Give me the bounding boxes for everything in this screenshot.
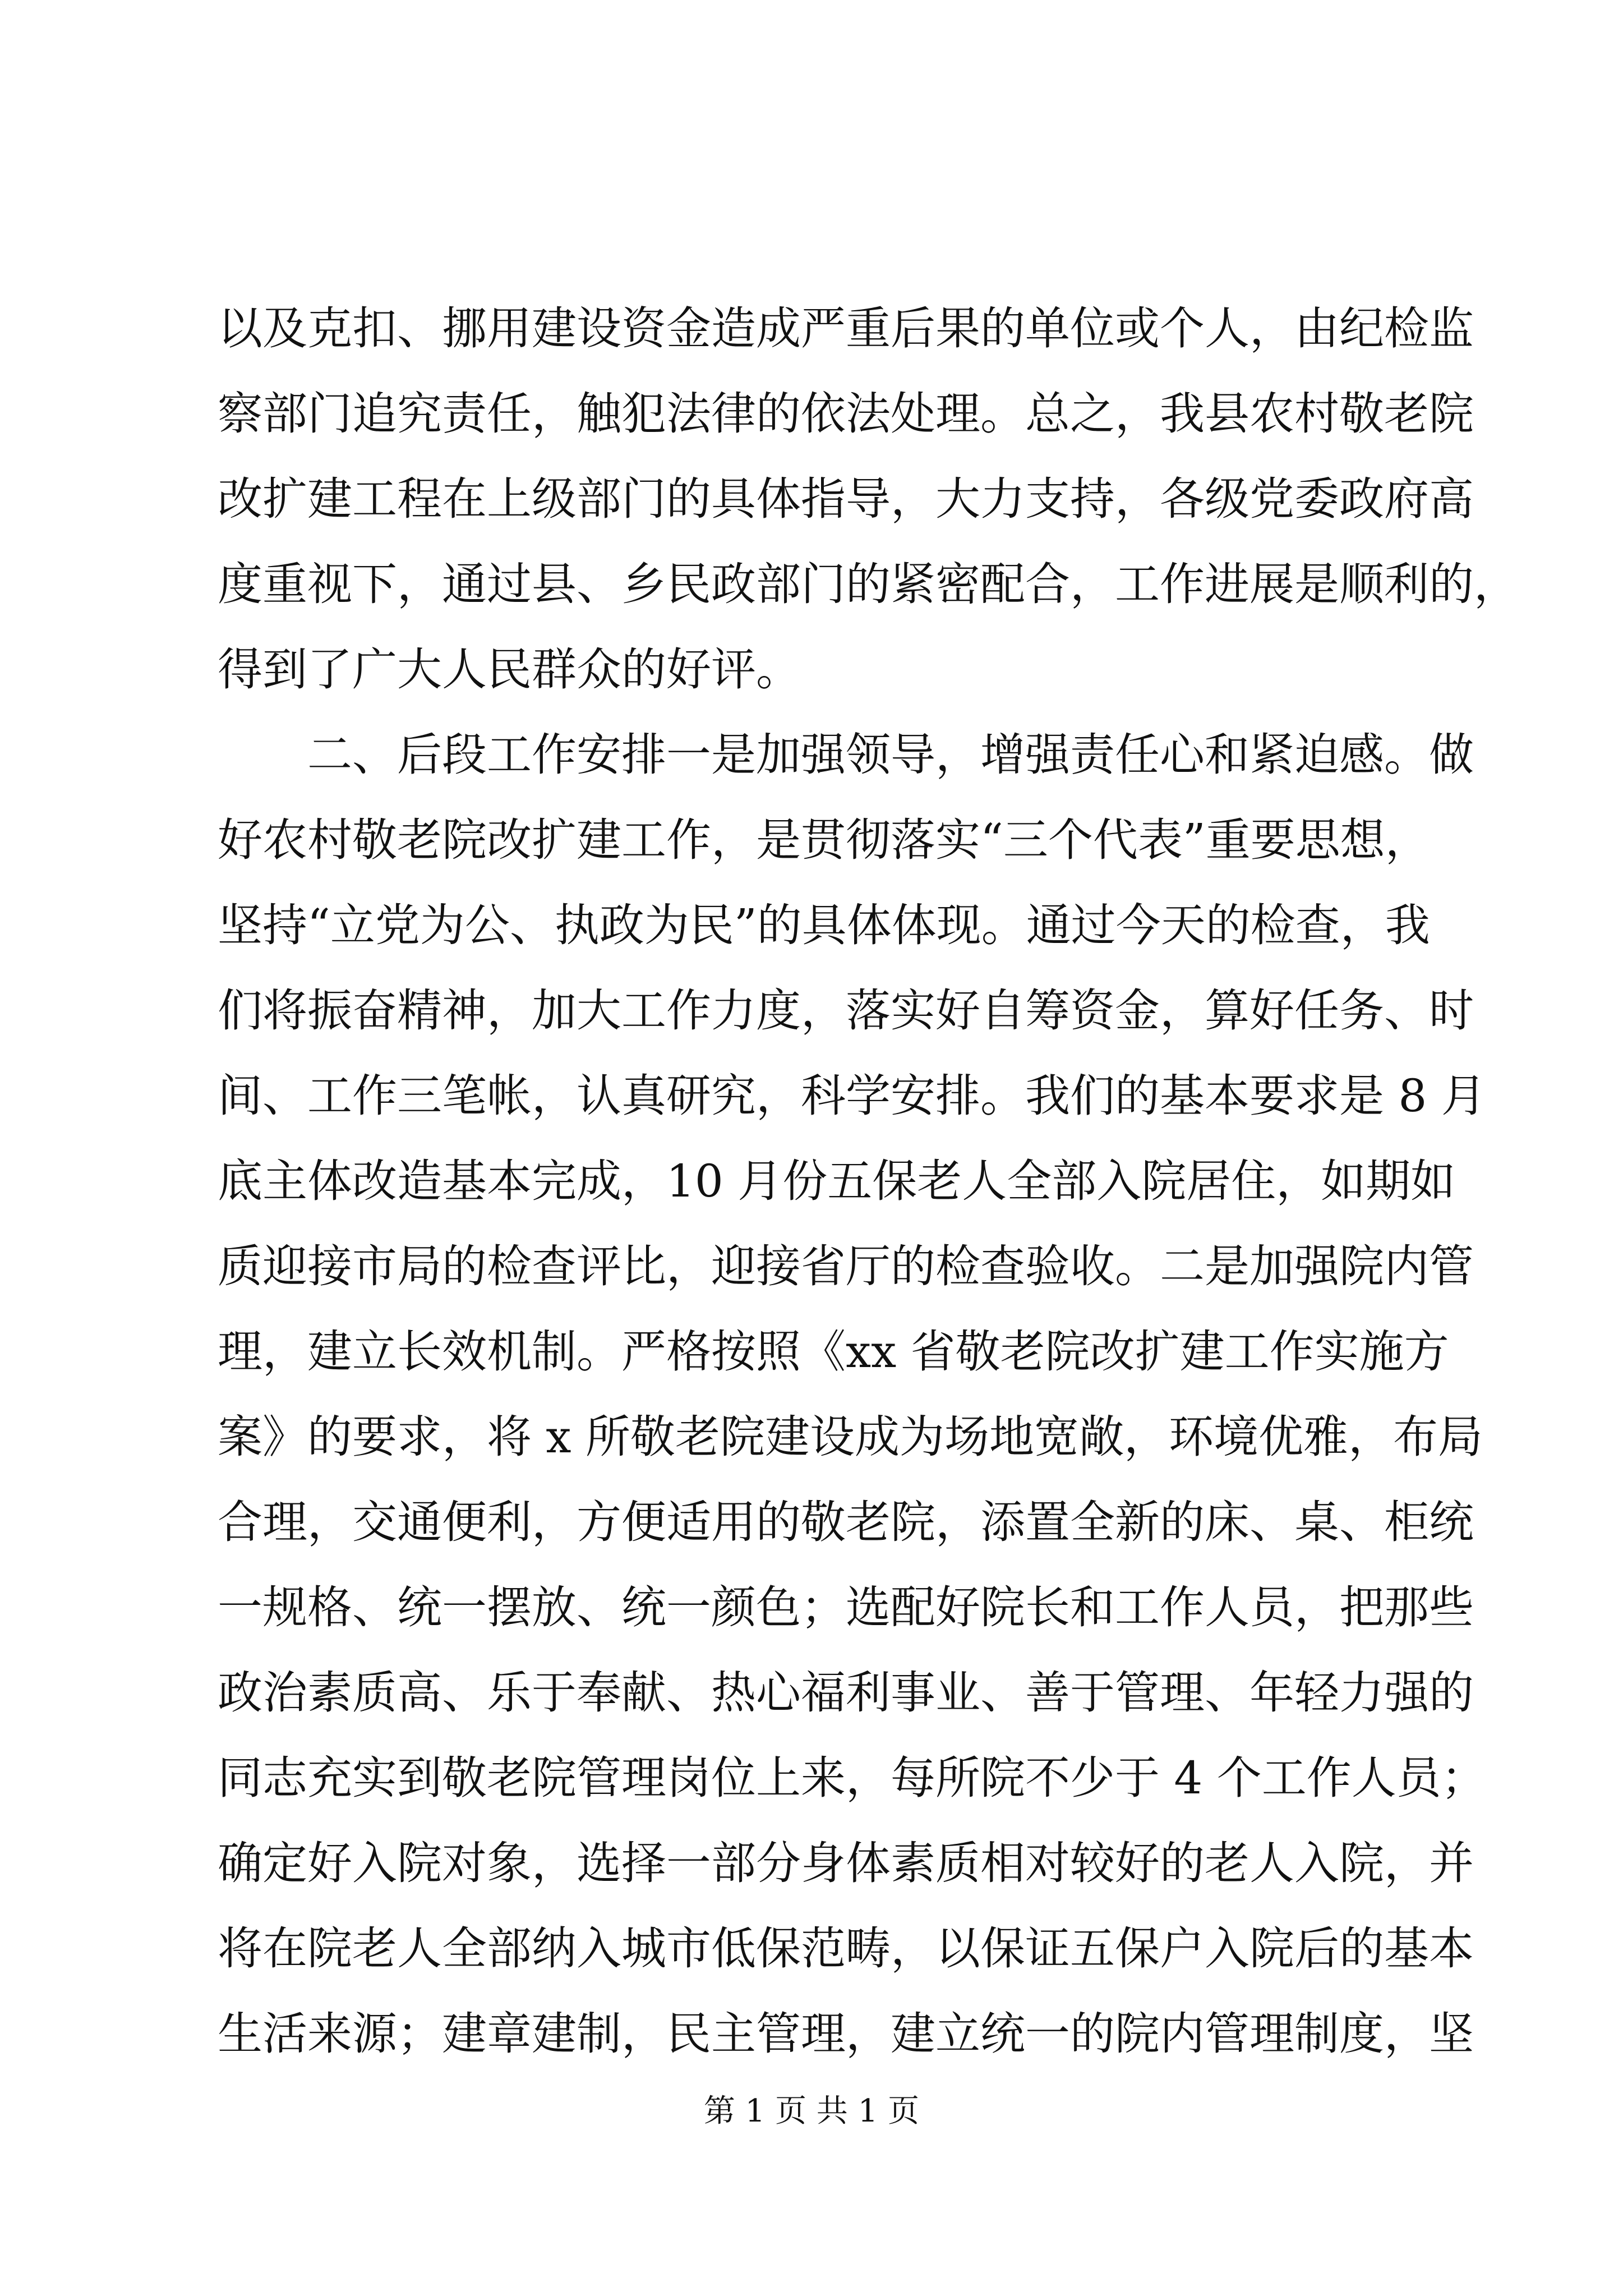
text-line: 改扩建工程在上级部门的具体指导，大力支持，各级党委政府高 (218, 473, 1474, 525)
text-line: 同志充实到敬老院管理岗位上来，每所院不少于 4 个工作人员； (218, 1752, 1486, 1804)
text-line: 察部门追究责任，触犯法律的依法处理。总之，我县农村敬老院 (218, 388, 1474, 440)
page-footer: 第 1 页 共 1 页 (703, 2093, 920, 2129)
text-line: 以及克扣、挪用建设资金造成严重后果的单位或个人，由纪检监 (218, 302, 1474, 355)
text-line: 二、后段工作安排一是加强领导，增强责任心和紧迫感。做 (218, 729, 1474, 781)
text-line: 度重视下，通过县、乡民政部门的紧密配合，工作进展是顺利的， (218, 558, 1519, 610)
body-text (218, 286, 1519, 2077)
text-line: 们将振奋精神，加大工作力度，落实好自筹资金，算好任务、时 (218, 984, 1474, 1037)
text-line: 质迎接市局的检查评比，迎接省厅的检查验收。二是加强院内管 (218, 1240, 1474, 1292)
text-line: 好农村敬老院改扩建工作，是贯彻落实“三个代表”重要思想， (218, 814, 1430, 866)
text-line: 一规格、统一摆放、统一颜色；选配好院长和工作人员，把那些 (218, 1581, 1474, 1634)
text-line: 坚持“立党为公、执政为民”的具体体现。通过今天的检查，我 (218, 899, 1430, 951)
text-line: 底主体改造基本完成，10 月份五保老人全部入院居住，如期如 (218, 1155, 1456, 1207)
text-line: 理，建立长效机制。严格按照《xx 省敬老院改扩建工作实施方 (218, 1326, 1449, 1378)
text-line: 间、工作三笔帐，认真研究，科学安排。我们的基本要求是 8 月 (218, 1070, 1486, 1122)
text-line: 案》的要求，将 x 所敬老院建设成为场地宽敞，环境优雅，布局 (218, 1411, 1483, 1463)
text-line: 合理，交通便利，方便适用的敬老院，添置全新的床、桌、柜统 (218, 1496, 1474, 1548)
text-line: 将在院老人全部纳入城市低保范畴，以保证五保户入院后的基本 (218, 1922, 1474, 1975)
text-line: 政治素质高、乐于奉献、热心福利事业、善于管理、年轻力强的 (218, 1667, 1474, 1719)
text-line: 确定好入院对象，选择一部分身体素质相对较好的老人入院，并 (218, 1837, 1474, 1889)
text-line: 生活来源；建章建制，民主管理，建立统一的院内管理制度，坚 (218, 2008, 1474, 2060)
text-line: 得到了广大人民群众的好评。 (218, 643, 801, 696)
